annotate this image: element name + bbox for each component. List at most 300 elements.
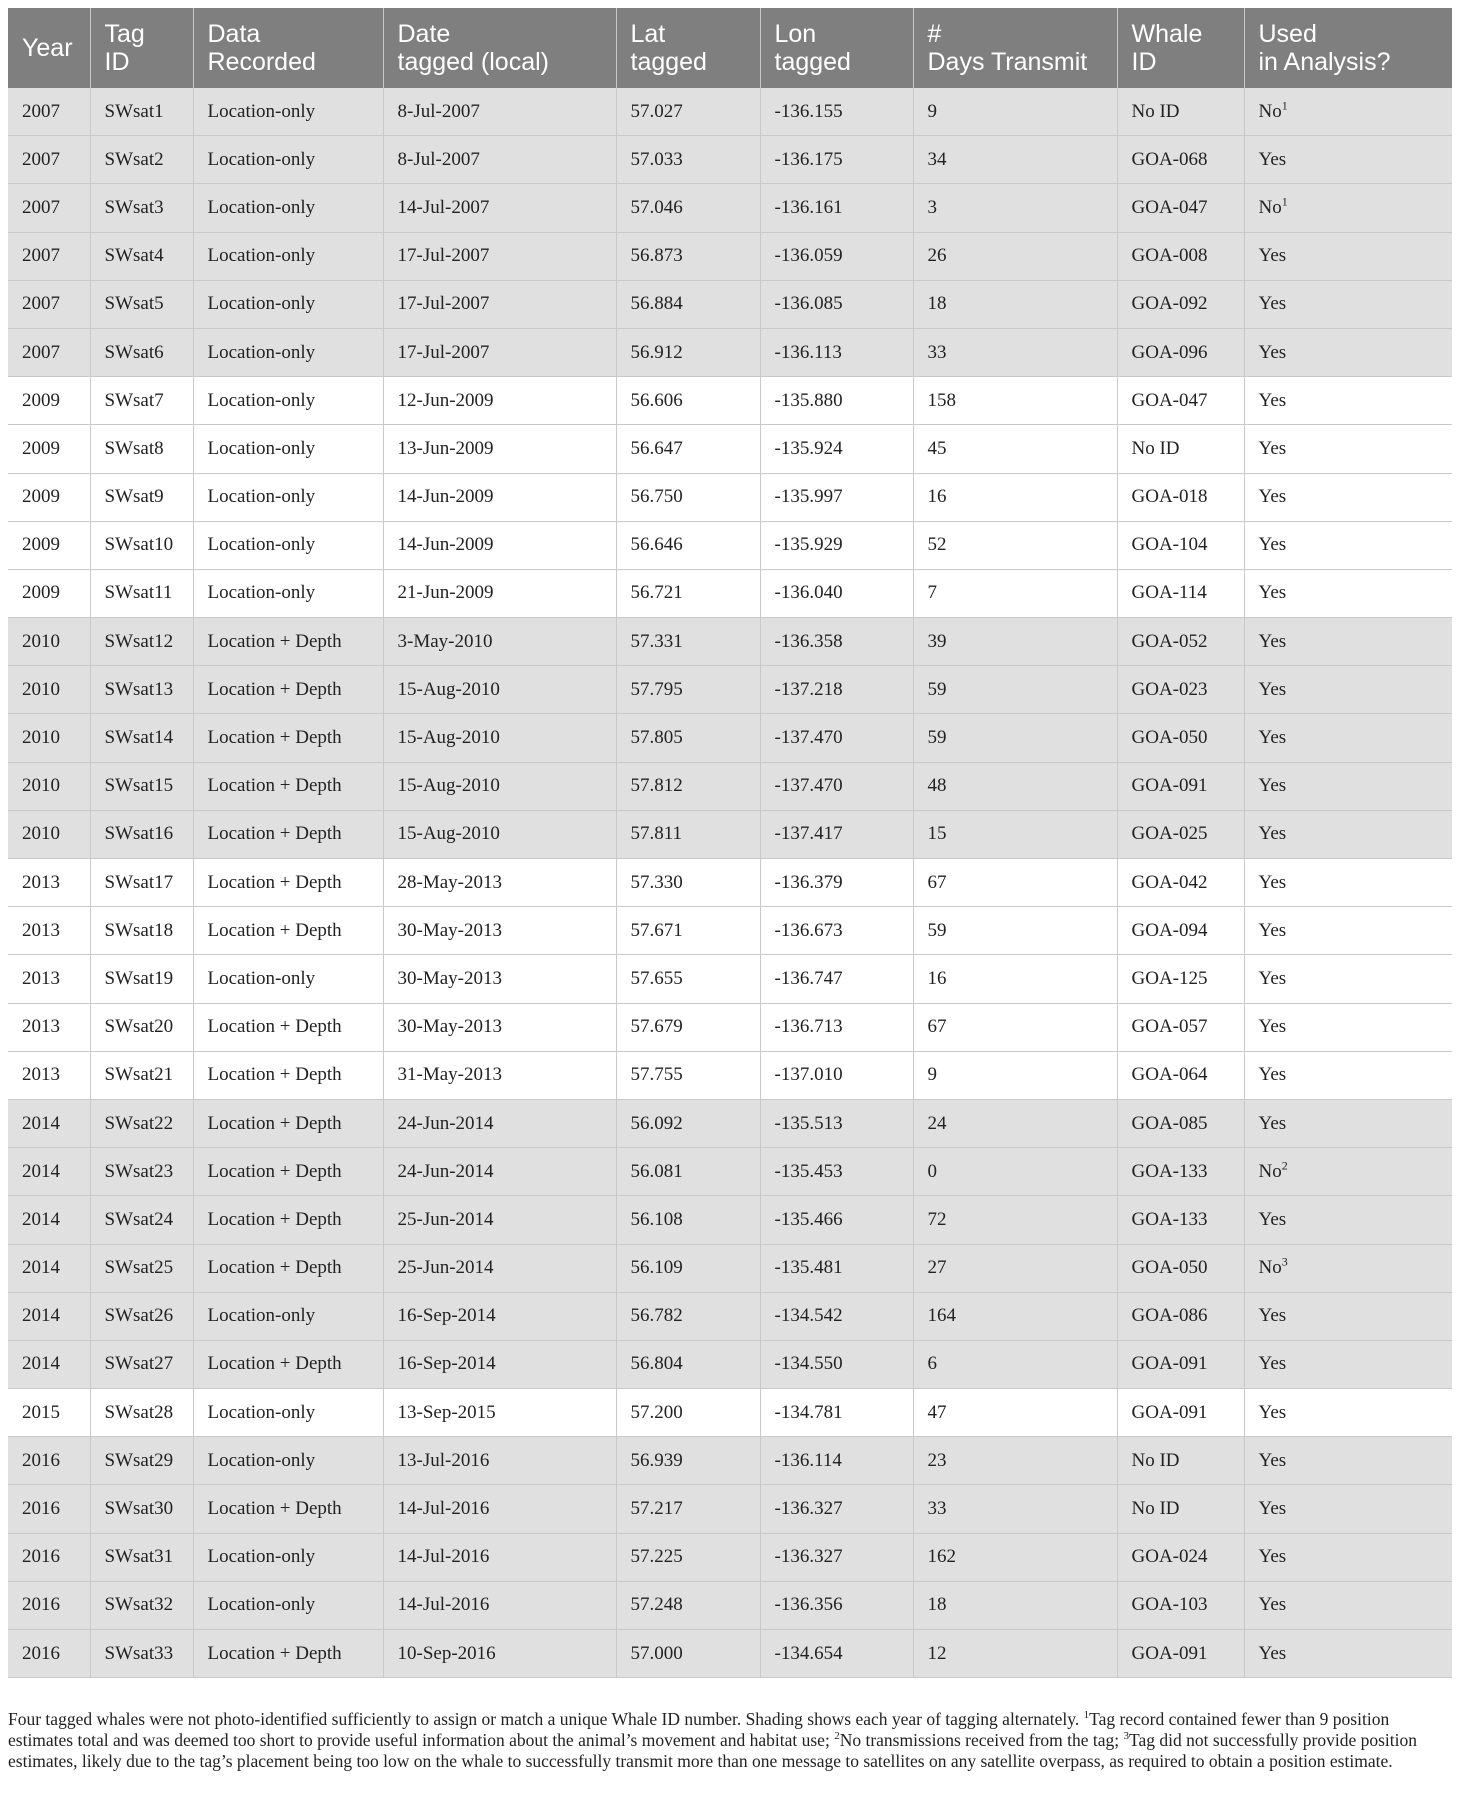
cell-year-text: 2016 xyxy=(22,1594,60,1616)
cell-date-tagged xyxy=(383,907,616,955)
cell-used-in-analysis-text: Yes xyxy=(1258,437,1287,459)
cell-lat-tagged xyxy=(616,184,760,232)
cell-whale-id-text: GOA-085 xyxy=(1131,1112,1208,1134)
cell-year xyxy=(8,1389,90,1437)
cell-whale-id-text: GOA-133 xyxy=(1131,1208,1208,1230)
cell-year-text: 2010 xyxy=(22,727,60,749)
cell-date-tagged xyxy=(383,666,616,714)
cell-lon-tagged-text: -136.155 xyxy=(774,100,843,122)
cell-used-in-analysis xyxy=(1244,280,1452,328)
cell-tag-id-text: SWsat5 xyxy=(104,293,164,315)
cell-year-text: 2013 xyxy=(22,919,60,941)
header-used-in-analysis: Used in Analysis? xyxy=(1244,8,1452,88)
cell-tag-id-text: SWsat2 xyxy=(104,148,164,170)
table-row xyxy=(8,955,1452,1003)
cell-data-recorded xyxy=(193,1437,383,1485)
cell-used-in-analysis xyxy=(1244,1485,1452,1533)
cell-tag-id-text: SWsat13 xyxy=(104,678,174,700)
cell-days-transmit-text: 162 xyxy=(927,1546,956,1568)
cell-days-transmit-text: 39 xyxy=(927,630,947,652)
cell-lon-tagged xyxy=(760,762,913,810)
table-row xyxy=(8,1051,1452,1099)
cell-data-recorded-text: Location-only xyxy=(207,341,316,363)
cell-year xyxy=(8,184,90,232)
cell-year-text: 2016 xyxy=(22,1642,60,1664)
cell-year-text: 2013 xyxy=(22,1064,60,1086)
cell-tag-id xyxy=(90,714,193,762)
cell-tag-id xyxy=(90,232,193,280)
cell-data-recorded xyxy=(193,232,383,280)
cell-whale-id xyxy=(1117,1099,1244,1147)
cell-lat-tagged-text: 56.108 xyxy=(630,1208,683,1230)
cell-data-recorded-text: Location-only xyxy=(207,534,316,556)
cell-days-transmit xyxy=(913,1244,1117,1292)
cell-year-text: 2013 xyxy=(22,967,60,989)
cell-whale-id-text: GOA-052 xyxy=(1131,630,1208,652)
cell-year xyxy=(8,810,90,858)
cell-lat-tagged-text: 57.200 xyxy=(630,1401,683,1423)
cell-lon-tagged xyxy=(760,425,913,473)
cell-whale-id-text: GOA-091 xyxy=(1131,1642,1208,1664)
cell-data-recorded xyxy=(193,280,383,328)
cell-data-recorded xyxy=(193,1148,383,1196)
cell-whale-id xyxy=(1117,280,1244,328)
cell-days-transmit xyxy=(913,762,1117,810)
cell-lat-tagged-text: 57.671 xyxy=(630,919,683,941)
cell-whale-id-text: No ID xyxy=(1131,437,1180,459)
cell-data-recorded xyxy=(193,666,383,714)
cell-date-tagged-text: 13-Sep-2015 xyxy=(397,1401,496,1423)
cell-year xyxy=(8,907,90,955)
cell-whale-id-text: GOA-057 xyxy=(1131,1016,1208,1038)
cell-date-tagged-text: 24-Jun-2014 xyxy=(397,1112,494,1134)
cell-days-transmit xyxy=(913,1148,1117,1196)
table-row xyxy=(8,1437,1452,1485)
cell-tag-id xyxy=(90,1148,193,1196)
cell-lon-tagged xyxy=(760,1148,913,1196)
cell-lon-tagged-text: -135.453 xyxy=(774,1160,843,1182)
cell-whale-id-text: GOA-018 xyxy=(1131,486,1208,508)
cell-days-transmit-text: 3 xyxy=(927,196,937,218)
cell-days-transmit-text: 27 xyxy=(927,1257,947,1279)
cell-data-recorded-text: Location-only xyxy=(207,196,316,218)
cell-lon-tagged-text: -137.010 xyxy=(774,1064,843,1086)
header-tag-id: Tag ID xyxy=(90,8,193,88)
cell-lat-tagged-text: 57.795 xyxy=(630,678,683,700)
cell-lon-tagged xyxy=(760,666,913,714)
cell-date-tagged xyxy=(383,1244,616,1292)
cell-data-recorded xyxy=(193,714,383,762)
cell-used-in-analysis-text: Yes xyxy=(1258,1642,1287,1664)
cell-lat-tagged xyxy=(616,955,760,1003)
cell-tag-id xyxy=(90,136,193,184)
cell-year xyxy=(8,328,90,376)
cell-days-transmit xyxy=(913,714,1117,762)
cell-tag-id-text: SWsat24 xyxy=(104,1208,174,1230)
table-row xyxy=(8,1340,1452,1388)
cell-lon-tagged-text: -136.161 xyxy=(774,196,843,218)
cell-lat-tagged xyxy=(616,136,760,184)
cell-lat-tagged xyxy=(616,618,760,666)
cell-used-in-analysis xyxy=(1244,618,1452,666)
cell-lat-tagged xyxy=(616,1340,760,1388)
cell-days-transmit-text: 16 xyxy=(927,486,947,508)
cell-used-in-analysis xyxy=(1244,1340,1452,1388)
cell-date-tagged xyxy=(383,1485,616,1533)
cell-whale-id-text: GOA-050 xyxy=(1131,1257,1208,1279)
cell-days-transmit xyxy=(913,569,1117,617)
cell-date-tagged-text: 17-Jul-2007 xyxy=(397,341,490,363)
cell-lon-tagged-text: -136.327 xyxy=(774,1546,843,1568)
cell-year-text: 2007 xyxy=(22,100,60,122)
cell-whale-id xyxy=(1117,425,1244,473)
cell-data-recorded-text: Location-only xyxy=(207,437,316,459)
cell-used-in-analysis-text: Yes xyxy=(1258,1208,1287,1230)
cell-whale-id xyxy=(1117,1340,1244,1388)
cell-year xyxy=(8,1485,90,1533)
cell-date-tagged xyxy=(383,232,616,280)
footnote-2-text: No transmissions received from the tag; xyxy=(839,1730,1124,1750)
header-row xyxy=(8,8,1452,88)
cell-date-tagged-text: 8-Jul-2007 xyxy=(397,100,480,122)
cell-days-transmit xyxy=(913,473,1117,521)
cell-used-in-analysis xyxy=(1244,377,1452,425)
table-row xyxy=(8,859,1452,907)
cell-lat-tagged xyxy=(616,425,760,473)
footnote-mark-3: 3 xyxy=(1123,1730,1130,1743)
header-data-recorded: Data Recorded xyxy=(193,8,383,88)
cell-whale-id-text: GOA-125 xyxy=(1131,967,1208,989)
table-row xyxy=(8,569,1452,617)
cell-date-tagged-text: 30-May-2013 xyxy=(397,919,502,941)
cell-lat-tagged-text: 57.755 xyxy=(630,1064,683,1086)
cell-date-tagged-text: 17-Jul-2007 xyxy=(397,293,490,315)
cell-lat-tagged-text: 56.606 xyxy=(630,389,683,411)
cell-days-transmit xyxy=(913,425,1117,473)
cell-lon-tagged xyxy=(760,569,913,617)
cell-lat-tagged-text: 57.046 xyxy=(630,196,683,218)
cell-year-text: 2007 xyxy=(22,293,60,315)
cell-year xyxy=(8,1051,90,1099)
cell-lon-tagged xyxy=(760,1389,913,1437)
cell-date-tagged-text: 15-Aug-2010 xyxy=(397,775,500,797)
cell-tag-id-text: SWsat10 xyxy=(104,534,174,556)
cell-year-text: 2007 xyxy=(22,245,60,267)
cell-tag-id-text: SWsat4 xyxy=(104,245,164,267)
cell-data-recorded-text: Location-only xyxy=(207,1449,316,1471)
header-days-transmit: # Days Transmit xyxy=(913,8,1117,88)
header-whale-id: Whale ID xyxy=(1117,8,1244,88)
cell-whale-id-text: GOA-042 xyxy=(1131,871,1208,893)
cell-days-transmit xyxy=(913,136,1117,184)
cell-date-tagged-text: 16-Sep-2014 xyxy=(397,1305,496,1327)
cell-date-tagged xyxy=(383,1533,616,1581)
cell-used-in-analysis xyxy=(1244,425,1452,473)
table-row xyxy=(8,1196,1452,1244)
cell-year xyxy=(8,232,90,280)
cell-data-recorded xyxy=(193,810,383,858)
cell-year xyxy=(8,1244,90,1292)
cell-lon-tagged xyxy=(760,1533,913,1581)
cell-year xyxy=(8,955,90,1003)
table-row xyxy=(8,136,1452,184)
cell-tag-id xyxy=(90,762,193,810)
cell-tag-id-text: SWsat23 xyxy=(104,1160,174,1182)
cell-tag-id-text: SWsat20 xyxy=(104,1016,174,1038)
cell-lon-tagged-text: -135.997 xyxy=(774,486,843,508)
cell-days-transmit-text: 9 xyxy=(927,100,937,122)
cell-whale-id-text: No ID xyxy=(1131,1498,1180,1520)
cell-data-recorded-text: Location-only xyxy=(207,582,316,604)
cell-data-recorded xyxy=(193,1099,383,1147)
cell-whale-id xyxy=(1117,1533,1244,1581)
cell-data-recorded-text: Location + Depth xyxy=(207,1016,342,1038)
cell-days-transmit xyxy=(913,1581,1117,1629)
cell-tag-id-text: SWsat9 xyxy=(104,486,164,508)
cell-data-recorded-text: Location + Depth xyxy=(207,1257,342,1279)
cell-tag-id-text: SWsat3 xyxy=(104,196,164,218)
cell-tag-id-text: SWsat18 xyxy=(104,919,174,941)
cell-data-recorded xyxy=(193,1630,383,1678)
table-row xyxy=(8,473,1452,521)
cell-tag-id xyxy=(90,810,193,858)
cell-lat-tagged xyxy=(616,1581,760,1629)
cell-used-in-analysis-text: Yes xyxy=(1258,678,1287,700)
cell-lon-tagged xyxy=(760,521,913,569)
cell-date-tagged-text: 14-Jul-2007 xyxy=(397,196,490,218)
cell-lat-tagged-text: 57.331 xyxy=(630,630,683,652)
cell-lat-tagged-text: 56.782 xyxy=(630,1305,683,1327)
cell-date-tagged-text: 25-Jun-2014 xyxy=(397,1257,494,1279)
cell-days-transmit xyxy=(913,859,1117,907)
cell-lon-tagged-text: -134.550 xyxy=(774,1353,843,1375)
cell-lon-tagged xyxy=(760,1437,913,1485)
cell-used-in-analysis-text: Yes xyxy=(1258,1305,1287,1327)
cell-used-in-analysis-text: Yes xyxy=(1258,630,1287,652)
cell-days-transmit-text: 47 xyxy=(927,1401,947,1423)
footnote-marker: 1 xyxy=(1281,194,1288,209)
header-lat-tagged: Lat tagged xyxy=(616,8,760,88)
cell-lat-tagged-text: 56.721 xyxy=(630,582,683,604)
cell-used-in-analysis-text: Yes xyxy=(1258,1498,1287,1520)
cell-lat-tagged-text: 57.811 xyxy=(630,823,683,845)
table-row xyxy=(8,1630,1452,1678)
cell-whale-id xyxy=(1117,328,1244,376)
cell-lon-tagged-text: -136.713 xyxy=(774,1016,843,1038)
cell-tag-id-text: SWsat16 xyxy=(104,823,174,845)
table-row xyxy=(8,280,1452,328)
cell-year xyxy=(8,1437,90,1485)
cell-whale-id-text: GOA-104 xyxy=(1131,534,1208,556)
cell-lon-tagged-text: -136.673 xyxy=(774,919,843,941)
cell-date-tagged xyxy=(383,810,616,858)
cell-data-recorded xyxy=(193,521,383,569)
cell-lat-tagged-text: 56.081 xyxy=(630,1160,683,1182)
cell-data-recorded xyxy=(193,618,383,666)
cell-lon-tagged-text: -135.929 xyxy=(774,534,843,556)
cell-date-tagged xyxy=(383,521,616,569)
footnote-marker: 2 xyxy=(1281,1158,1288,1173)
cell-used-in-analysis xyxy=(1244,1581,1452,1629)
cell-tag-id xyxy=(90,1630,193,1678)
cell-date-tagged xyxy=(383,425,616,473)
cell-whale-id xyxy=(1117,88,1244,136)
cell-days-transmit xyxy=(913,955,1117,1003)
cell-lon-tagged xyxy=(760,377,913,425)
cell-days-transmit xyxy=(913,1196,1117,1244)
cell-whale-id-text: GOA-091 xyxy=(1131,1401,1208,1423)
cell-lat-tagged-text: 57.217 xyxy=(630,1498,683,1520)
cell-data-recorded xyxy=(193,1244,383,1292)
cell-lat-tagged-text: 57.225 xyxy=(630,1546,683,1568)
cell-whale-id-text: GOA-094 xyxy=(1131,919,1208,941)
cell-used-in-analysis-text: Yes xyxy=(1258,727,1287,749)
cell-lon-tagged xyxy=(760,618,913,666)
cell-year xyxy=(8,762,90,810)
cell-year-text: 2014 xyxy=(22,1112,60,1134)
table-row xyxy=(8,1533,1452,1581)
cell-date-tagged-text: 30-May-2013 xyxy=(397,1016,502,1038)
cell-tag-id-text: SWsat25 xyxy=(104,1257,174,1279)
cell-data-recorded-text: Location-only xyxy=(207,148,316,170)
cell-date-tagged xyxy=(383,1437,616,1485)
cell-whale-id-text: GOA-091 xyxy=(1131,775,1208,797)
cell-days-transmit-text: 33 xyxy=(927,341,947,363)
cell-used-in-analysis xyxy=(1244,666,1452,714)
table-footnote xyxy=(8,1709,1452,1772)
cell-lon-tagged-text: -137.218 xyxy=(774,678,843,700)
cell-whale-id xyxy=(1117,473,1244,521)
cell-lat-tagged xyxy=(616,1196,760,1244)
cell-lat-tagged xyxy=(616,1148,760,1196)
cell-year-text: 2007 xyxy=(22,148,60,170)
cell-tag-id xyxy=(90,666,193,714)
cell-lat-tagged-text: 57.679 xyxy=(630,1016,683,1038)
cell-lon-tagged xyxy=(760,88,913,136)
cell-data-recorded-text: Location-only xyxy=(207,1594,316,1616)
cell-date-tagged-text: 15-Aug-2010 xyxy=(397,823,500,845)
cell-days-transmit xyxy=(913,377,1117,425)
cell-tag-id-text: SWsat15 xyxy=(104,775,174,797)
table-row xyxy=(8,88,1452,136)
cell-lon-tagged-text: -137.470 xyxy=(774,727,843,749)
cell-year xyxy=(8,136,90,184)
cell-year-text: 2010 xyxy=(22,823,60,845)
cell-days-transmit-text: 33 xyxy=(927,1498,947,1520)
cell-days-transmit-text: 158 xyxy=(927,389,956,411)
cell-used-in-analysis xyxy=(1244,1003,1452,1051)
cell-used-in-analysis xyxy=(1244,1196,1452,1244)
cell-year xyxy=(8,521,90,569)
cell-lon-tagged xyxy=(760,810,913,858)
cell-tag-id xyxy=(90,280,193,328)
cell-tag-id-text: SWsat33 xyxy=(104,1642,174,1664)
cell-year xyxy=(8,425,90,473)
cell-date-tagged xyxy=(383,1630,616,1678)
table-row xyxy=(8,1292,1452,1340)
cell-date-tagged xyxy=(383,618,616,666)
table-row xyxy=(8,1099,1452,1147)
cell-data-recorded xyxy=(193,136,383,184)
cell-data-recorded-text: Location + Depth xyxy=(207,919,342,941)
cell-data-recorded xyxy=(193,377,383,425)
cell-date-tagged xyxy=(383,88,616,136)
cell-tag-id-text: SWsat8 xyxy=(104,437,164,459)
cell-data-recorded xyxy=(193,1389,383,1437)
cell-lon-tagged-text: -136.747 xyxy=(774,967,843,989)
cell-date-tagged-text: 15-Aug-2010 xyxy=(397,678,500,700)
table-row xyxy=(8,1485,1452,1533)
cell-lon-tagged-text: -135.513 xyxy=(774,1112,843,1134)
cell-lat-tagged-text: 57.655 xyxy=(630,967,683,989)
table-row xyxy=(8,1148,1452,1196)
cell-year xyxy=(8,377,90,425)
cell-used-in-analysis xyxy=(1244,521,1452,569)
cell-days-transmit xyxy=(913,1437,1117,1485)
table-row xyxy=(8,1003,1452,1051)
cell-data-recorded-text: Location-only xyxy=(207,967,316,989)
cell-used-in-analysis-text: Yes xyxy=(1258,341,1287,363)
cell-data-recorded-text: Location + Depth xyxy=(207,727,342,749)
cell-days-transmit xyxy=(913,1003,1117,1051)
cell-whale-id-text: GOA-047 xyxy=(1131,196,1208,218)
cell-lat-tagged-text: 57.000 xyxy=(630,1642,683,1664)
cell-date-tagged-text: 14-Jun-2009 xyxy=(397,534,494,556)
cell-whale-id xyxy=(1117,136,1244,184)
cell-lon-tagged xyxy=(760,1630,913,1678)
cell-days-transmit xyxy=(913,328,1117,376)
cell-used-in-analysis-text: Yes xyxy=(1258,245,1287,267)
table-row xyxy=(8,666,1452,714)
cell-data-recorded xyxy=(193,425,383,473)
cell-used-in-analysis xyxy=(1244,859,1452,907)
cell-whale-id xyxy=(1117,184,1244,232)
cell-lat-tagged xyxy=(616,521,760,569)
cell-tag-id-text: SWsat11 xyxy=(104,582,173,604)
cell-year xyxy=(8,1099,90,1147)
cell-lon-tagged-text: -136.059 xyxy=(774,245,843,267)
cell-date-tagged xyxy=(383,473,616,521)
cell-year-text: 2007 xyxy=(22,341,60,363)
table-row xyxy=(8,1389,1452,1437)
cell-whale-id-text: No ID xyxy=(1131,1449,1180,1471)
cell-year xyxy=(8,473,90,521)
cell-year xyxy=(8,1292,90,1340)
cell-whale-id-text: GOA-133 xyxy=(1131,1160,1208,1182)
cell-days-transmit-text: 52 xyxy=(927,534,947,556)
cell-date-tagged-text: 16-Sep-2014 xyxy=(397,1353,496,1375)
cell-used-in-analysis-text: Yes xyxy=(1258,389,1287,411)
cell-year-text: 2014 xyxy=(22,1305,60,1327)
table-row xyxy=(8,328,1452,376)
cell-date-tagged-text: 13-Jul-2016 xyxy=(397,1449,490,1471)
cell-days-transmit xyxy=(913,1485,1117,1533)
cell-year xyxy=(8,88,90,136)
cell-whale-id xyxy=(1117,521,1244,569)
cell-used-in-analysis-text: Yes xyxy=(1258,1594,1287,1616)
table-row xyxy=(8,1581,1452,1629)
cell-lon-tagged xyxy=(760,328,913,376)
cell-used-in-analysis xyxy=(1244,1437,1452,1485)
cell-tag-id xyxy=(90,1340,193,1388)
cell-date-tagged xyxy=(383,1389,616,1437)
cell-days-transmit-text: 72 xyxy=(927,1208,947,1230)
cell-date-tagged-text: 17-Jul-2007 xyxy=(397,245,490,267)
cell-used-in-analysis-text: Yes xyxy=(1258,775,1287,797)
cell-tag-id xyxy=(90,1099,193,1147)
cell-lat-tagged-text: 56.873 xyxy=(630,245,683,267)
cell-days-transmit-text: 45 xyxy=(927,437,947,459)
